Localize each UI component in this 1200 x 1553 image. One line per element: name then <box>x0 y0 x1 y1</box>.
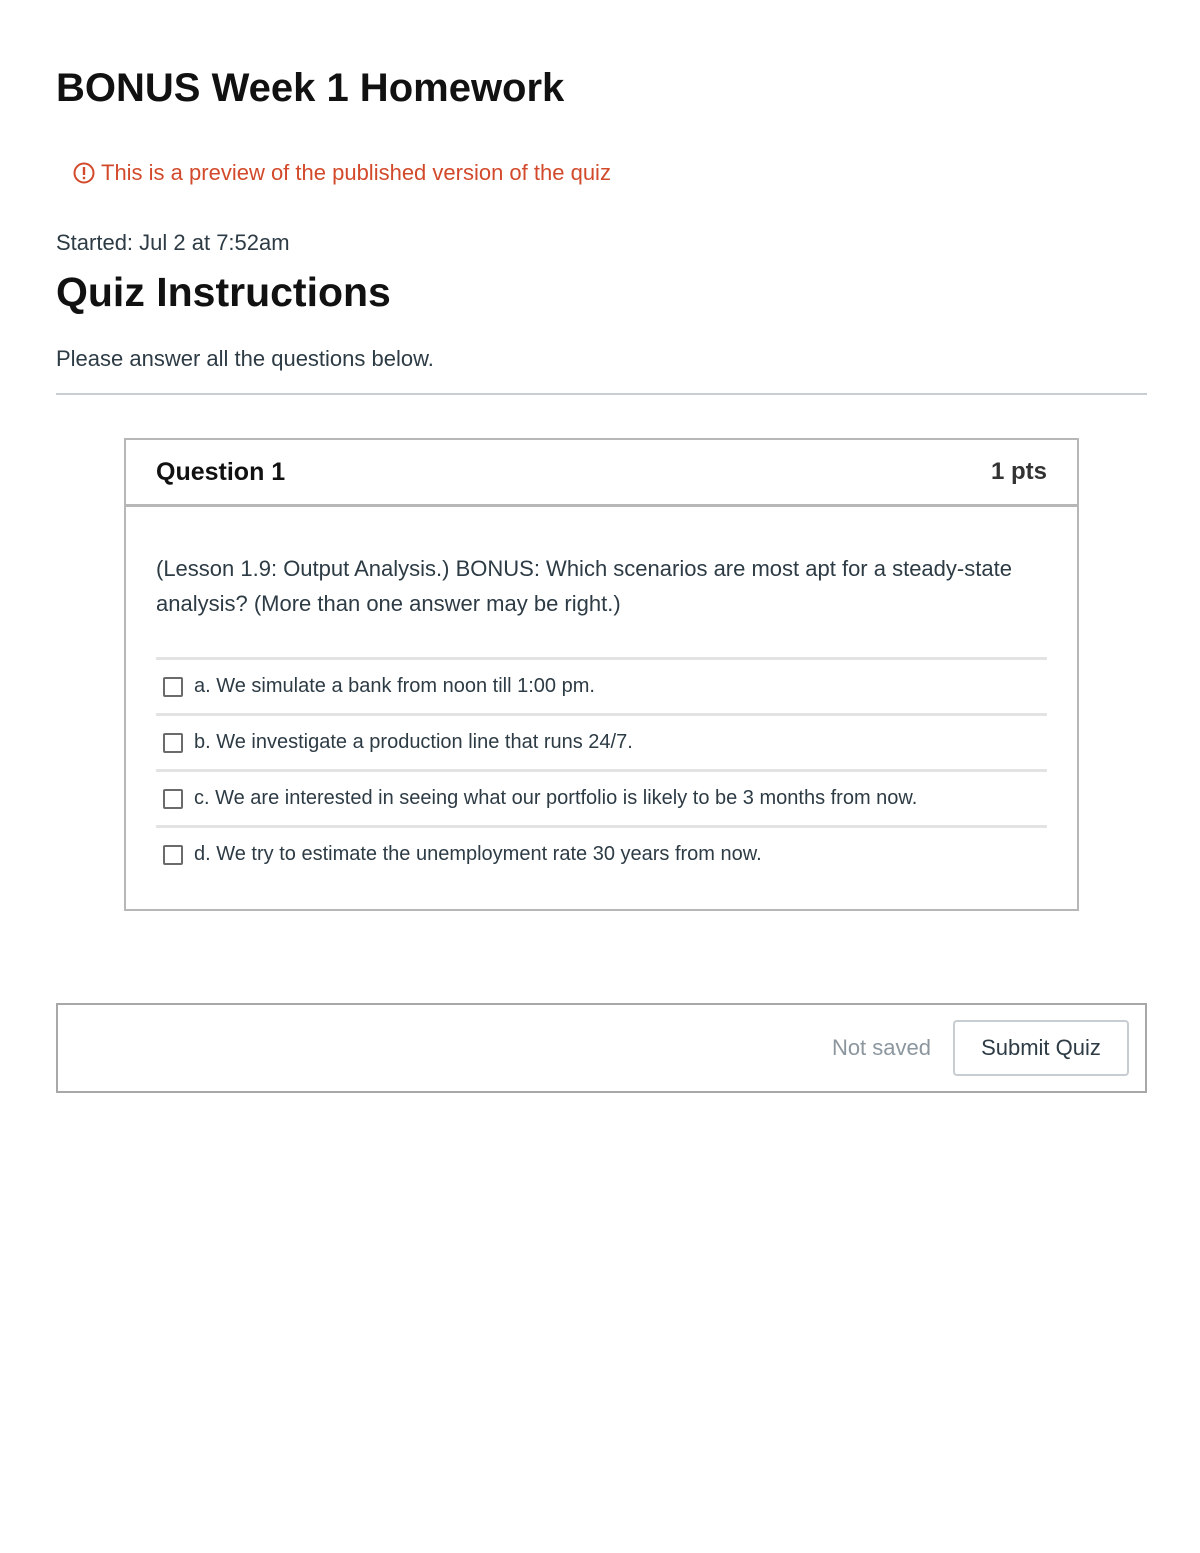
question-card <box>124 438 1079 911</box>
question-body <box>126 507 1077 881</box>
question-title: Question 1 <box>156 457 286 486</box>
instructions-heading: Quiz Instructions <box>56 269 391 315</box>
answer-option-a[interactable] <box>156 660 1047 716</box>
answer-checkbox-c[interactable] <box>163 789 183 809</box>
answer-label-a[interactable]: a. We simulate a bank from noon till 1:00 pm. <box>194 675 595 697</box>
answer-option-b[interactable] <box>156 716 1047 772</box>
submit-bar <box>56 1003 1147 1093</box>
started-timestamp: Started: Jul 2 at 7:52am <box>56 230 290 255</box>
divider <box>56 393 1147 395</box>
warning-circle-icon <box>73 162 95 184</box>
question-text: (Lesson 1.9: Output Analysis.) BONUS: Which scenarios are most apt for a steady-state analysis? (More than one answer may be right.) <box>156 556 1012 616</box>
answer-list <box>156 657 1047 881</box>
answer-label-b[interactable]: b. We investigate a production line that runs 24/7. <box>194 731 633 753</box>
page-title: BONUS Week 1 Homework <box>56 66 565 110</box>
preview-notice-text: This is a preview of the published version of the quiz <box>101 160 611 185</box>
instructions-text: Please answer all the questions below. <box>56 346 434 371</box>
answer-option-c[interactable] <box>156 772 1047 828</box>
answer-label-d[interactable]: d. We try to estimate the unemployment rate 30 years from now. <box>194 843 762 865</box>
answer-checkbox-a[interactable] <box>163 677 183 697</box>
save-status: Not saved <box>831 1035 931 1060</box>
answer-checkbox-d[interactable] <box>163 845 183 865</box>
question-points: 1 pts <box>990 458 1047 485</box>
answer-option-d[interactable] <box>156 828 1047 881</box>
answer-label-c[interactable]: c. We are interested in seeing what our portfolio is likely to be 3 months from now. <box>194 787 918 809</box>
submit-quiz-button[interactable]: Submit Quiz <box>953 1020 1129 1076</box>
preview-notice <box>73 158 611 188</box>
question-header <box>126 440 1077 507</box>
answer-checkbox-b[interactable] <box>163 733 183 753</box>
